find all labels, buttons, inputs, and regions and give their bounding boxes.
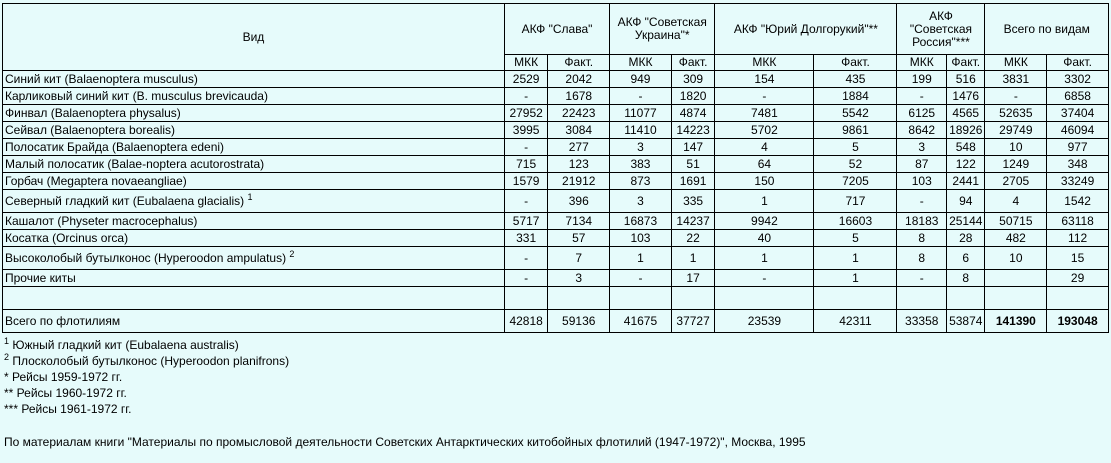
value-cell: - xyxy=(504,270,548,287)
value-cell: 1884 xyxy=(814,88,897,105)
table-row xyxy=(3,247,1109,270)
value-cell: 17 xyxy=(671,270,715,287)
value-cell: 11410 xyxy=(610,122,672,139)
value-cell: 51 xyxy=(671,156,715,173)
species-name-cell xyxy=(3,247,505,270)
value-cell: 18926 xyxy=(947,122,985,139)
value-cell: 3995 xyxy=(504,122,548,139)
species-name: Малый полосатик (Balae-noptera acutorostrata) xyxy=(5,156,265,171)
value-cell: 8642 xyxy=(897,122,947,139)
value-cell: 348 xyxy=(1047,156,1109,173)
fact-subheader: Факт. xyxy=(548,55,610,71)
empty-cell xyxy=(814,287,897,310)
value-cell: 122 xyxy=(947,156,985,173)
species-name: Карликовый синий кит (B. musculus brevicauda) xyxy=(5,88,268,103)
footnote-marker: 1 xyxy=(247,191,253,202)
mkk-subheader: МКК xyxy=(985,55,1047,71)
footnote-text: * Рейсы 1959-1972 гг. xyxy=(4,370,123,384)
value-cell: 11077 xyxy=(610,105,672,122)
value-cell: 8 xyxy=(947,270,985,287)
empty-cell xyxy=(985,287,1047,310)
species-name: Высоколобый бутылконос (Hyperoodon ampulatus) xyxy=(5,250,287,265)
value-cell: 873 xyxy=(610,173,672,190)
table-row xyxy=(3,88,1109,105)
value-cell: 715 xyxy=(504,156,548,173)
value-cell: 3 xyxy=(548,270,610,287)
value-cell: 52 xyxy=(814,156,897,173)
value-cell: 87 xyxy=(897,156,947,173)
total-value-cell: 53874 xyxy=(947,310,985,333)
species-name: Северный гладкий кит (Eubalaena glacialis) xyxy=(5,193,245,208)
totals-row xyxy=(3,310,1109,333)
value-cell: 1 xyxy=(715,247,814,270)
empty-row xyxy=(3,287,1109,310)
value-cell: 1249 xyxy=(985,156,1047,173)
species-name: Полосатик Брайда (Balaenoptera edeni) xyxy=(5,139,225,154)
species-name: Кашалот (Physeter macrocephalus) xyxy=(5,213,198,228)
table-row xyxy=(3,122,1109,139)
total-value-cell: 41675 xyxy=(610,310,672,333)
value-cell: 717 xyxy=(814,190,897,213)
value-cell: 4 xyxy=(715,139,814,156)
value-cell: 8 xyxy=(897,230,947,247)
empty-cell xyxy=(1047,287,1109,310)
value-cell: - xyxy=(897,190,947,213)
total-value-cell: 193048 xyxy=(1047,310,1109,333)
table-row xyxy=(3,173,1109,190)
species-name: Горбач (Megaptera novaeangliae) xyxy=(5,173,187,188)
value-cell: 5 xyxy=(814,230,897,247)
value-cell: 1542 xyxy=(1047,190,1109,213)
table-row xyxy=(3,139,1109,156)
value-cell: 33249 xyxy=(1047,173,1109,190)
value-cell: 147 xyxy=(671,139,715,156)
value-cell: 949 xyxy=(610,71,672,88)
value-cell: 1476 xyxy=(947,88,985,105)
value-cell: 7205 xyxy=(814,173,897,190)
value-cell: 3 xyxy=(610,139,672,156)
mkk-subheader: МКК xyxy=(504,55,548,71)
footnote-line xyxy=(4,337,289,353)
value-cell: 52635 xyxy=(985,105,1047,122)
value-cell: 16873 xyxy=(610,213,672,230)
total-by-species-header: Всего по видам xyxy=(985,4,1109,55)
species-name: Сейвал (Balaenoptera borealis) xyxy=(5,122,176,137)
footnote-line xyxy=(4,369,289,385)
total-value-cell: 37727 xyxy=(671,310,715,333)
value-cell: - xyxy=(897,88,947,105)
value-cell: - xyxy=(897,270,947,287)
value-cell: 2441 xyxy=(947,173,985,190)
species-name: Синий кит (Balaenoptera musculus) xyxy=(5,71,198,86)
value-cell: 277 xyxy=(548,139,610,156)
empty-cell xyxy=(671,287,715,310)
value-cell: 4874 xyxy=(671,105,715,122)
species-column-header: Вид xyxy=(3,4,505,71)
footnote-text: *** Рейсы 1961-1972 гг. xyxy=(4,402,132,416)
value-cell: 50715 xyxy=(985,213,1047,230)
value-cell: 5 xyxy=(814,139,897,156)
species-name: Финвал (Balaenoptera physalus) xyxy=(5,105,181,120)
value-cell: 112 xyxy=(1047,230,1109,247)
table-row xyxy=(3,213,1109,230)
value-cell: - xyxy=(504,88,548,105)
value-cell: 383 xyxy=(610,156,672,173)
footnote-text: ** Рейсы 1960-1972 гг. xyxy=(4,386,127,400)
value-cell: 154 xyxy=(715,71,814,88)
empty-cell xyxy=(897,287,947,310)
value-cell: 10 xyxy=(985,247,1047,270)
value-cell: 1 xyxy=(610,247,672,270)
value-cell: 5717 xyxy=(504,213,548,230)
value-cell: 977 xyxy=(1047,139,1109,156)
footnote-line xyxy=(4,385,289,401)
value-cell: 21912 xyxy=(548,173,610,190)
value-cell: 3 xyxy=(610,190,672,213)
source-note: По материалам книги "Материалы по промысловой деятельности Советских Антарктических китобойных флотилий (1947-1972)", Москва, 1995 xyxy=(4,435,806,449)
value-cell: 40 xyxy=(715,230,814,247)
value-cell: 6858 xyxy=(1047,88,1109,105)
value-cell: 9942 xyxy=(715,213,814,230)
value-cell: 1678 xyxy=(548,88,610,105)
value-cell: 1691 xyxy=(671,173,715,190)
species-name-cell xyxy=(3,122,505,139)
value-cell: - xyxy=(715,270,814,287)
value-cell: 4 xyxy=(985,190,1047,213)
value-cell: 7134 xyxy=(548,213,610,230)
flotilla-header-sov-rossiya: АКФ "Советская Россия"*** xyxy=(897,4,985,55)
value-cell: 1 xyxy=(715,190,814,213)
value-cell: 5702 xyxy=(715,122,814,139)
totals-label: Всего по флотилиям xyxy=(3,310,505,333)
value-cell: 7 xyxy=(548,247,610,270)
species-name-cell xyxy=(3,156,505,173)
total-value-cell: 42311 xyxy=(814,310,897,333)
table-row xyxy=(3,71,1109,88)
value-cell: 29 xyxy=(1047,270,1109,287)
species-name-cell xyxy=(3,173,505,190)
total-value-cell: 59136 xyxy=(548,310,610,333)
footnote-line xyxy=(4,353,289,369)
value-cell: 482 xyxy=(985,230,1047,247)
footnote-marker: 2 xyxy=(4,352,10,362)
species-name-cell xyxy=(3,105,505,122)
value-cell: 64 xyxy=(715,156,814,173)
value-cell: 15 xyxy=(1047,247,1109,270)
value-cell: 29749 xyxy=(985,122,1047,139)
fact-subheader: Факт. xyxy=(1047,55,1109,71)
value-cell: 396 xyxy=(548,190,610,213)
value-cell: 57 xyxy=(548,230,610,247)
value-cell: 199 xyxy=(897,71,947,88)
value-cell: 14223 xyxy=(671,122,715,139)
table-row xyxy=(3,190,1109,213)
value-cell: 1 xyxy=(814,247,897,270)
species-name-cell xyxy=(3,88,505,105)
value-cell: 2529 xyxy=(504,71,548,88)
value-cell: 103 xyxy=(610,230,672,247)
whale-catch-table xyxy=(2,3,1109,333)
empty-cell xyxy=(610,287,672,310)
value-cell: 22423 xyxy=(548,105,610,122)
species-name: Прочие киты xyxy=(5,270,76,285)
value-cell: 3831 xyxy=(985,71,1047,88)
value-cell: 46094 xyxy=(1047,122,1109,139)
species-name-cell xyxy=(3,270,505,287)
footnote-text: Южный гладкий кит (Eubalaena australis) xyxy=(9,338,239,352)
total-value-cell: 33358 xyxy=(897,310,947,333)
value-cell: - xyxy=(610,270,672,287)
value-cell: 1 xyxy=(814,270,897,287)
value-cell: 94 xyxy=(947,190,985,213)
value-cell: 14237 xyxy=(671,213,715,230)
value-cell: 6125 xyxy=(897,105,947,122)
value-cell: 150 xyxy=(715,173,814,190)
species-name-cell xyxy=(3,139,505,156)
value-cell: 1 xyxy=(671,247,715,270)
footnote-text: Плосколобый бутылконос (Hyperoodon planifrons) xyxy=(9,354,290,368)
value-cell: - xyxy=(504,247,548,270)
footnote-line xyxy=(4,401,289,417)
flotilla-header-sov-ukraina: АКФ "Советская Украина"* xyxy=(610,4,715,55)
flotilla-header-yuri-dolgoruky: АКФ "Юрий Долгорукий"** xyxy=(715,4,897,55)
mkk-subheader: МКК xyxy=(897,55,947,71)
species-name-cell xyxy=(3,190,505,213)
value-cell: 3 xyxy=(897,139,947,156)
table-header-row xyxy=(3,4,1109,55)
value-cell: - xyxy=(504,190,548,213)
table-row xyxy=(3,156,1109,173)
value-cell: 516 xyxy=(947,71,985,88)
fact-subheader: Факт. xyxy=(814,55,897,71)
empty-cell xyxy=(715,287,814,310)
empty-cell xyxy=(548,287,610,310)
value-cell: 37404 xyxy=(1047,105,1109,122)
value-cell: 10 xyxy=(985,139,1047,156)
value-cell: - xyxy=(985,88,1047,105)
value-cell: 7481 xyxy=(715,105,814,122)
value-cell: 25144 xyxy=(947,213,985,230)
total-value-cell: 23539 xyxy=(715,310,814,333)
footnote-marker: 1 xyxy=(4,336,10,346)
value-cell: 309 xyxy=(671,71,715,88)
value-cell: 9861 xyxy=(814,122,897,139)
value-cell: 8 xyxy=(897,247,947,270)
value-cell: 27952 xyxy=(504,105,548,122)
value-cell: 331 xyxy=(504,230,548,247)
value-cell: 1820 xyxy=(671,88,715,105)
value-cell: 3084 xyxy=(548,122,610,139)
footnotes xyxy=(4,337,289,417)
species-name-cell xyxy=(3,71,505,88)
value-cell: 63118 xyxy=(1047,213,1109,230)
value-cell: 123 xyxy=(548,156,610,173)
mkk-subheader: МКК xyxy=(610,55,672,71)
value-cell: 6 xyxy=(947,247,985,270)
value-cell: - xyxy=(610,88,672,105)
value-cell: 548 xyxy=(947,139,985,156)
value-cell: 435 xyxy=(814,71,897,88)
species-name-cell xyxy=(3,230,505,247)
mkk-subheader: МКК xyxy=(715,55,814,71)
table-row xyxy=(3,270,1109,287)
total-value-cell: 141390 xyxy=(985,310,1047,333)
footnote-marker: 2 xyxy=(289,248,295,259)
flotilla-header-slava: АКФ "Слава" xyxy=(504,4,609,55)
table-row xyxy=(3,105,1109,122)
table-row xyxy=(3,230,1109,247)
species-name: Косатка (Orcinus orca) xyxy=(5,230,129,245)
value-cell xyxy=(985,270,1047,287)
value-cell: - xyxy=(715,88,814,105)
value-cell: 4565 xyxy=(947,105,985,122)
value-cell: 103 xyxy=(897,173,947,190)
value-cell: 18183 xyxy=(897,213,947,230)
value-cell: 335 xyxy=(671,190,715,213)
value-cell: 3302 xyxy=(1047,71,1109,88)
empty-cell xyxy=(947,287,985,310)
value-cell: 5542 xyxy=(814,105,897,122)
fact-subheader: Факт. xyxy=(671,55,715,71)
total-value-cell: 42818 xyxy=(504,310,548,333)
value-cell: 2705 xyxy=(985,173,1047,190)
fact-subheader: Факт. xyxy=(947,55,985,71)
value-cell: - xyxy=(504,139,548,156)
value-cell: 28 xyxy=(947,230,985,247)
empty-cell xyxy=(504,287,548,310)
value-cell: 1579 xyxy=(504,173,548,190)
species-name-cell xyxy=(3,213,505,230)
value-cell: 2042 xyxy=(548,71,610,88)
value-cell: 16603 xyxy=(814,213,897,230)
empty-cell xyxy=(3,287,505,310)
value-cell: 22 xyxy=(671,230,715,247)
